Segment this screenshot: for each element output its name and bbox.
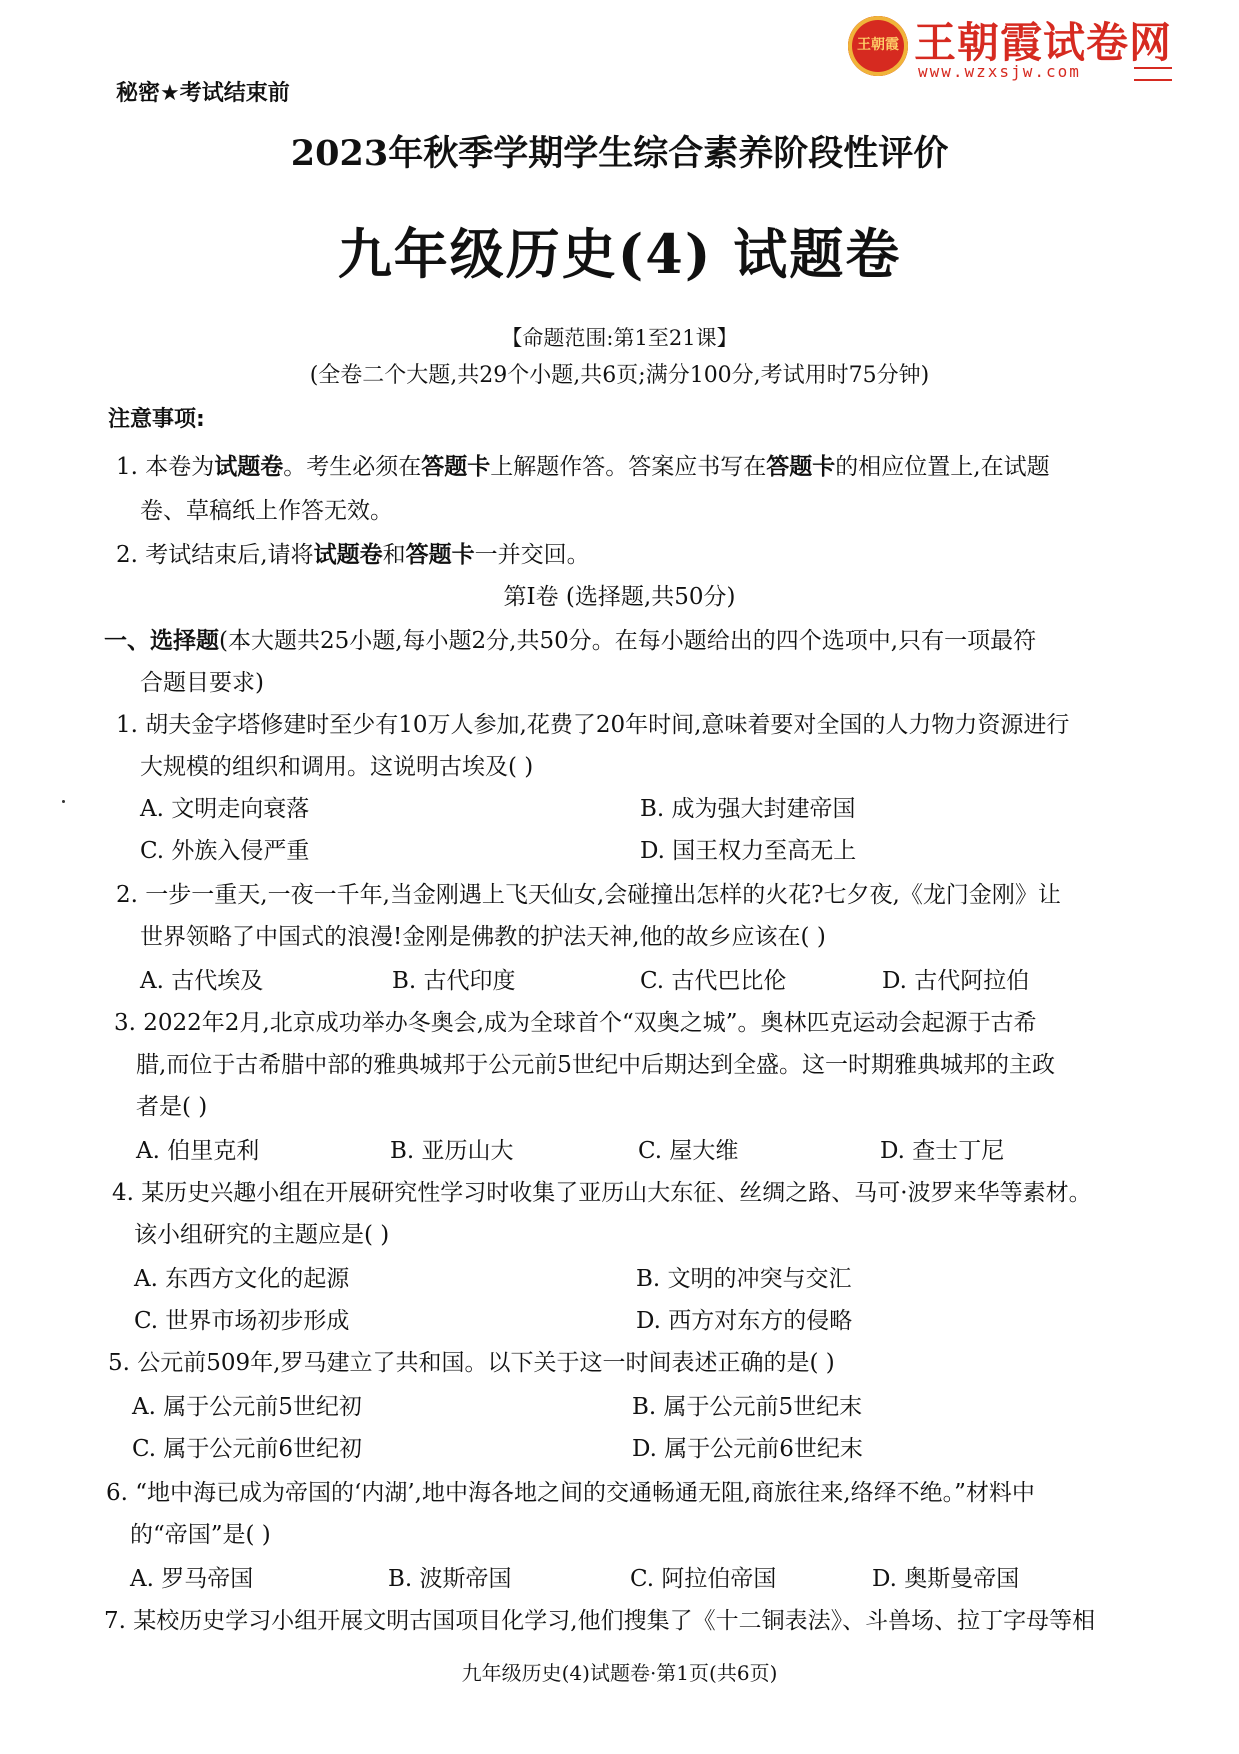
q4-option-b[interactable]: B. 文明的冲突与交汇 (636, 1266, 852, 1292)
q4-option-d[interactable]: D. 西方对东方的侵略 (636, 1308, 853, 1334)
q1-option-c[interactable]: C. 外族入侵严重 (140, 838, 310, 864)
q6-stem-line2: 的“帝国”是( ) (130, 1522, 271, 1548)
q3-stem-line3: 者是( ) (136, 1094, 208, 1120)
q2-option-c[interactable]: C. 古代巴比伦 (640, 968, 787, 994)
seal-icon: 王朝霞 (848, 16, 908, 76)
q1-option-b[interactable]: B. 成为强大封建帝国 (640, 796, 856, 822)
q5-stem: 5. 公元前509年,罗马建立了共和国。以下关于这一时间表述正确的是( ) (108, 1350, 835, 1376)
q3-stem: 3. 2022年2月,北京成功举办冬奥会,成为全球首个“双奥之城”。奥林匹克运动会起源于古希 (114, 1010, 1037, 1036)
q2-option-b[interactable]: B. 古代印度 (392, 968, 516, 994)
q6-option-c[interactable]: C. 阿拉伯帝国 (630, 1566, 777, 1592)
q2-option-d[interactable]: D. 古代阿拉伯 (882, 968, 1030, 994)
q1-stem: 1. 胡夫金字塔修建时至少有10万人参加,花费了20年时间,意味着要对全国的人力物力资源进行 (116, 712, 1070, 738)
q4-stem-line2: 该小组研究的主题应是( ) (134, 1222, 390, 1248)
logo-url: www.wzxsjw.com (918, 62, 1081, 81)
section-1-heading: 一、选择题(本大题共25小题,每小题2分,共50分。在每小题给出的四个选项中,只有一项最符 (104, 628, 1037, 654)
q5-option-d[interactable]: D. 属于公元前6世纪末 (632, 1436, 863, 1462)
q4-option-a[interactable]: A. 东西方文化的起源 (134, 1266, 350, 1292)
q4-stem: 4. 某历史兴趣小组在开展研究性学习时收集了亚历山大东征、丝绸之路、马可·波罗来华等素材。 (112, 1180, 1092, 1206)
q3-stem-line2: 腊,而位于古希腊中部的雅典城邦于公元前5世纪中后期达到全盛。这一时期雅典城邦的主政 (136, 1052, 1055, 1078)
logo-lines-icon (1134, 67, 1172, 81)
note-2: 2. 考试结束后,请将试题卷和答题卡一并交回。 (116, 542, 590, 568)
q2-stem: 2. 一步一重天,一夜一千年,当金刚遇上飞天仙女,会碰撞出怎样的火花?七夕夜,《龙门金刚》让 (116, 882, 1061, 908)
q2-option-a[interactable]: A. 古代埃及 (140, 968, 264, 994)
q1-option-a[interactable]: A. 文明走向衰落 (140, 796, 310, 822)
q3-option-a[interactable]: A. 伯里克利 (136, 1138, 260, 1164)
page-footer: 九年级历史(4)试题卷·第1页(共6页) (461, 1661, 778, 1685)
q6-option-a[interactable]: A. 罗马帝国 (130, 1566, 254, 1592)
site-logo[interactable] (848, 10, 1178, 82)
q3-option-b[interactable]: B. 亚历山大 (390, 1138, 514, 1164)
q1-option-d[interactable]: D. 国王权力至高无上 (640, 838, 857, 864)
logo-name: 王朝霞试卷网 (914, 18, 1173, 67)
exam-scope: 【命题范围:第1至21课】 (501, 326, 738, 350)
q5-option-c[interactable]: C. 属于公元前6世纪初 (132, 1436, 363, 1462)
q4-option-c[interactable]: C. 世界市场初步形成 (134, 1308, 350, 1334)
q6-option-b[interactable]: B. 波斯帝国 (388, 1566, 512, 1592)
note-1-line2: 卷、草稿纸上作答无效。 (140, 498, 393, 524)
exam-subtitle: 九年级历史(4) 试题卷 (337, 222, 902, 286)
notes-heading: 注意事项: (108, 407, 205, 432)
q7-stem: 7. 某校历史学习小组开展文明古国项目化学习,他们搜集了《十二铜表法》、斗兽场、拉丁字母等相 (104, 1608, 1096, 1634)
q5-option-b[interactable]: B. 属于公元前5世纪末 (632, 1394, 863, 1420)
q3-option-d[interactable]: D. 查士丁尼 (880, 1138, 1005, 1164)
exam-instructions: (全卷二个大题,共29个小题,共6页;满分100分,考试用时75分钟) (309, 363, 930, 388)
q2-stem-line2: 世界领略了中国式的浪漫!金刚是佛教的护法天神,他的故乡应该在( ) (140, 924, 826, 950)
confidential-label: 秘密★考试结束前 (116, 81, 290, 106)
part-1-heading: 第Ⅰ卷 (选择题,共50分) (503, 584, 736, 610)
q5-option-a[interactable]: A. 属于公元前5世纪初 (132, 1394, 362, 1420)
q3-option-c[interactable]: C. 屋大维 (638, 1138, 739, 1164)
q1-stem-line2: 大规模的组织和调用。这说明古埃及( ) (140, 754, 534, 780)
section-1-desc-line2: 合题目要求) (140, 670, 264, 696)
note-1: 1. 本卷为试题卷。考生必须在答题卡上解题作答。答案应书写在答题卡的相应位置上,在试题 (116, 454, 1050, 480)
scan-speck (62, 800, 65, 803)
q6-stem: 6. “地中海已成为帝国的‘内湖’,地中海各地之间的交通畅通无阻,商旅往来,络绎不绝。”材料中 (106, 1480, 1035, 1506)
q6-option-d[interactable]: D. 奥斯曼帝国 (872, 1566, 1020, 1592)
exam-title: 2023年秋季学期学生综合素养阶段性评价 (290, 133, 949, 174)
